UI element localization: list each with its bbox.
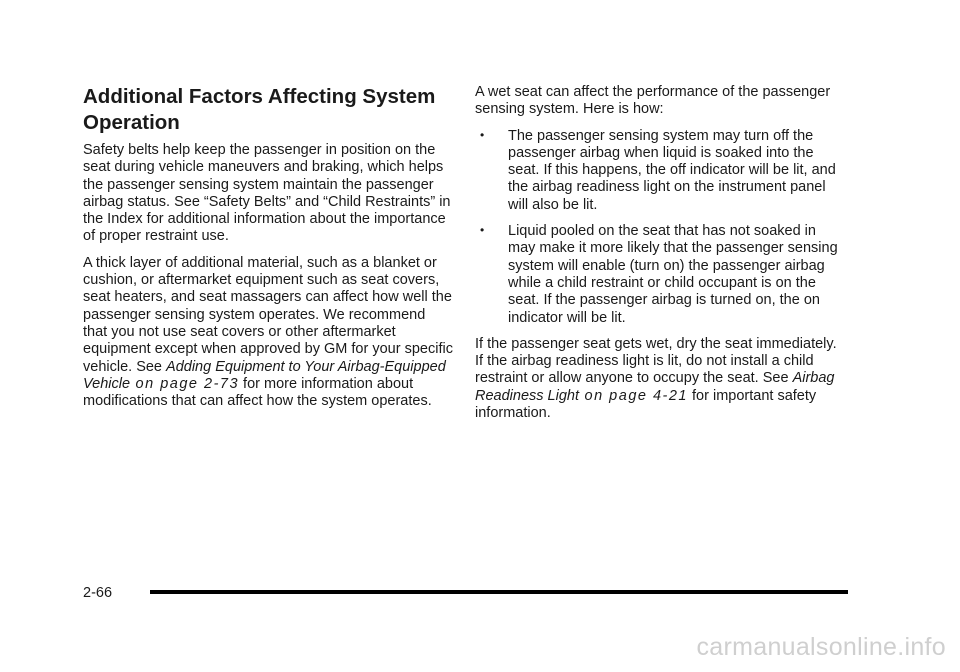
list-item-text: Liquid pooled on the seat that has not soaked in may make it more likely that the passenger sensing system will enable (turn on) the passenger airbag while a child restraint or child occupant is on the seat. If the passenger airbag is turned on, the on indicator will be lit. <box>508 223 838 326</box>
cross-reference-page[interactable]: on page 4-21 <box>579 387 688 404</box>
footer-rule <box>150 590 848 594</box>
paragraph-wet-seat-intro: A wet seat can affect the performance of the passenger sensing system. Here is how: <box>475 84 831 118</box>
paragraph-wet-seat-advice <box>475 336 845 422</box>
list-item <box>475 128 845 214</box>
page-number: 2-66 <box>83 585 113 601</box>
right-column <box>475 84 845 431</box>
list-item <box>475 223 845 327</box>
paragraph-tail: for important safety information. <box>475 387 817 422</box>
cross-reference-link[interactable]: Adding Equipment to Your Airbag-Equipped Vehicle <box>83 358 446 392</box>
left-column <box>83 84 453 419</box>
paragraph-additional-material <box>83 255 453 411</box>
watermark: carmanualsonline.info <box>696 633 946 661</box>
cross-reference-page[interactable]: on page 2-73 <box>130 375 240 392</box>
bullet-icon: • <box>480 127 485 142</box>
bullet-list <box>475 128 845 327</box>
paragraph-text: If the passenger seat gets wet, dry the seat immediately. If the airbag readiness light is lit, do not install a child restraint or allow anyone to occupy the seat. See <box>475 335 837 387</box>
paragraph-text: A thick layer of additional material, such as a blanket or cushion, or aftermarket equipment such as seat covers, seat heaters, and seat massagers can affect how well the passenger sensing system operates. We recommend that you not use seat covers or other aftermarket equipment except when approved by GM for your specific vehicle. See <box>83 254 453 375</box>
cross-reference-link[interactable]: Airbag Readiness Light <box>475 370 835 404</box>
list-item-text: The passenger sensing system may turn off the passenger airbag when liquid is soaked into the seat. If this happens, the off indicator will be lit, and the airbag readiness light on the instrument panel will also be lit. <box>508 127 836 213</box>
bullet-icon: • <box>480 223 485 238</box>
paragraph-tail: for more information about modifications that can affect how the system operates. <box>83 375 432 410</box>
section-heading: Additional Factors Affecting System Operation <box>83 85 436 134</box>
paragraph-safety-belts: Safety belts help keep the passenger in position on the seat during vehicle maneuvers and braking, which helps the passenger sensing system maintain the passenger airbag status. See “Safety Belts” and “Child Restraints” in the Index for additional information about the importance of proper restraint use. <box>83 142 451 245</box>
